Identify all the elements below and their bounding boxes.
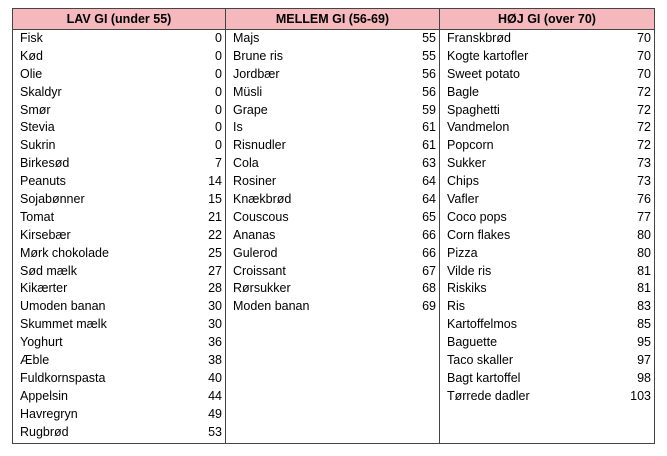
food-name: Rørsukker [233,281,291,296]
gi-value: 81 [637,281,651,296]
header-medium-gi: MELLEM GI (56-69) [226,9,440,30]
gi-value: 67 [422,263,436,278]
food-name: Tørrede dadler [447,388,530,403]
food-name: Brune ris [233,48,284,63]
list-item [226,30,439,48]
list-item [226,191,439,209]
list-item [226,209,439,227]
food-name: Grape [233,102,268,117]
food-name: Ris [447,299,466,314]
gi-value: 0 [215,120,222,135]
gi-value: 22 [208,227,222,242]
gi-table [12,8,655,444]
list-item [440,155,654,173]
gi-value: 49 [208,406,222,421]
food-name: Ananas [233,227,276,242]
gi-value: 30 [208,317,222,332]
food-name: Olie [20,66,43,81]
gi-value: 0 [215,48,222,63]
list-item [13,191,225,209]
gi-value: 72 [637,138,651,153]
food-name: Popcorn [447,138,494,153]
list-item [13,102,225,120]
food-name: Fuldkornspasta [20,370,106,385]
gi-value: 0 [215,102,222,117]
food-name: Umoden banan [20,299,106,314]
food-name: Moden banan [233,299,310,314]
body-row [13,30,655,444]
list-item [13,119,225,137]
gi-value: 25 [208,245,222,260]
food-name: Vilde ris [447,263,492,278]
list-item [226,263,439,281]
food-name: Spaghetti [447,102,500,117]
list-item [226,66,439,84]
gi-value: 61 [422,138,436,153]
gi-value: 64 [422,174,436,189]
gi-value: 55 [422,48,436,63]
list-item [13,424,225,442]
list-item [440,352,654,370]
gi-value: 44 [208,388,222,403]
gi-value: 80 [637,245,651,260]
food-name: Fisk [20,31,43,45]
food-name: Taco skaller [447,353,513,368]
list-item [440,227,654,245]
food-name: Sukker [447,156,486,171]
food-name: Bagle [447,84,479,99]
list-item [226,155,439,173]
gi-value: 73 [637,156,651,171]
header-row [13,9,655,30]
list-item [13,84,225,102]
gi-value: 0 [215,66,222,81]
list-item [13,406,225,424]
gi-value: 0 [215,138,222,153]
gi-value: 56 [422,66,436,81]
list-item [13,48,225,66]
list-item [226,173,439,191]
gi-value: 69 [422,299,436,314]
food-name: Kogte kartofler [447,48,529,63]
gi-value: 30 [208,299,222,314]
food-name: Jordbær [233,66,280,81]
list-item [226,48,439,66]
header-low-gi: LAV GI (under 55) [13,9,226,30]
gi-value: 27 [208,263,222,278]
list-item [13,173,225,191]
gi-value: 85 [637,317,651,332]
list-item [440,388,654,406]
gi-value: 40 [208,370,222,385]
food-name: Peanuts [20,174,66,189]
list-item [13,209,225,227]
list-item [13,334,225,352]
list-item [13,245,225,263]
food-name: Bagt kartoffel [447,370,521,385]
list-item [440,30,654,48]
food-name: Appelsin [20,388,68,403]
high-gi-column [440,30,655,444]
list-item [226,280,439,298]
food-name: Müsli [233,84,263,99]
low-gi-column [13,30,226,444]
food-name: Is [233,120,243,135]
list-item [440,191,654,209]
food-name: Coco pops [447,209,507,224]
gi-value: 70 [637,31,651,45]
list-item [226,102,439,120]
food-name: Riskiks [447,281,487,296]
gi-value: 83 [637,299,651,314]
list-item [226,227,439,245]
list-item [440,119,654,137]
food-name: Rosiner [233,174,277,189]
gi-value: 77 [637,209,651,224]
food-name: Vafler [447,192,479,207]
gi-value: 61 [422,120,436,135]
list-item [226,137,439,155]
food-name: Skaldyr [20,84,62,99]
list-item [226,84,439,102]
list-item [440,84,654,102]
food-name: Kartoffelmos [447,317,517,332]
list-item [440,48,654,66]
list-item [13,263,225,281]
gi-value: 7 [215,156,222,171]
gi-value: 72 [637,120,651,135]
list-item [440,245,654,263]
list-item [440,102,654,120]
food-name: Birkesød [20,156,70,171]
gi-value: 76 [637,192,651,207]
food-name: Stevia [20,120,55,135]
gi-value: 80 [637,227,651,242]
list-item [13,66,225,84]
food-name: Couscous [233,209,289,224]
food-name: Sød mælk [20,263,77,278]
food-name: Sweet potato [447,66,520,81]
gi-value: 59 [422,102,436,117]
food-name: Corn flakes [447,227,511,242]
list-item [226,298,439,316]
list-item [226,119,439,137]
list-item [440,263,654,281]
list-item [440,316,654,334]
gi-value: 36 [208,335,222,350]
list-item [13,155,225,173]
gi-value: 70 [637,48,651,63]
list-item [440,298,654,316]
gi-value: 103 [630,388,651,403]
food-name: Pizza [447,245,478,260]
food-name: Smør [20,102,51,117]
food-name: Croissant [233,263,286,278]
table-body [13,30,655,444]
gi-value: 66 [422,245,436,260]
gi-value: 0 [215,84,222,99]
gi-value: 53 [208,424,222,439]
food-name: Chips [447,174,479,189]
food-name: Yoghurt [20,335,63,350]
gi-value: 63 [422,156,436,171]
food-name: Æble [20,353,50,368]
list-item [440,209,654,227]
food-name: Gulerod [233,245,278,260]
medium-gi-column [226,30,440,444]
food-name: Sukrin [20,138,56,153]
gi-value: 68 [422,281,436,296]
list-item [13,352,225,370]
gi-value: 72 [637,102,651,117]
gi-value: 66 [422,227,436,242]
food-name: Franskbrød [447,31,511,45]
header-high-gi: HØJ GI (over 70) [440,9,655,30]
food-name: Tomat [20,209,55,224]
food-name: Vandmelon [447,120,510,135]
gi-value: 64 [422,192,436,207]
food-name: Majs [233,31,260,45]
food-name: Mørk chokolade [20,245,109,260]
food-name: Kød [20,48,43,63]
gi-value: 81 [637,263,651,278]
list-item [13,388,225,406]
gi-value: 21 [208,209,222,224]
food-name: Havregryn [20,406,78,421]
gi-value: 0 [215,31,222,45]
food-name: Kirsebær [20,227,71,242]
list-item [440,280,654,298]
food-name: Cola [233,156,259,171]
gi-value: 97 [637,353,651,368]
gi-value: 38 [208,353,222,368]
list-item [440,370,654,388]
gi-value: 65 [422,209,436,224]
food-name: Risnudler [233,138,286,153]
food-name: Skummet mælk [20,317,107,332]
list-item [13,30,225,48]
food-name: Kikærter [20,281,68,296]
list-item [13,370,225,388]
list-item [440,173,654,191]
gi-value: 56 [422,84,436,99]
food-name: Baguette [447,335,498,350]
gi-value: 98 [637,370,651,385]
list-item [440,66,654,84]
gi-value: 95 [637,335,651,350]
gi-value: 15 [208,192,222,207]
gi-value: 70 [637,66,651,81]
list-item [13,227,225,245]
list-item [13,298,225,316]
food-name: Rugbrød [20,424,69,439]
list-item [440,334,654,352]
gi-value: 14 [208,174,222,189]
list-item [13,280,225,298]
food-name: Knækbrød [233,192,292,207]
list-item [13,316,225,334]
list-item [226,245,439,263]
gi-value: 72 [637,84,651,99]
gi-value: 73 [637,174,651,189]
gi-value: 55 [422,31,436,45]
gi-value: 28 [208,281,222,296]
list-item [440,137,654,155]
table-header [13,9,655,30]
list-item [13,137,225,155]
food-name: Sojabønner [20,192,85,207]
